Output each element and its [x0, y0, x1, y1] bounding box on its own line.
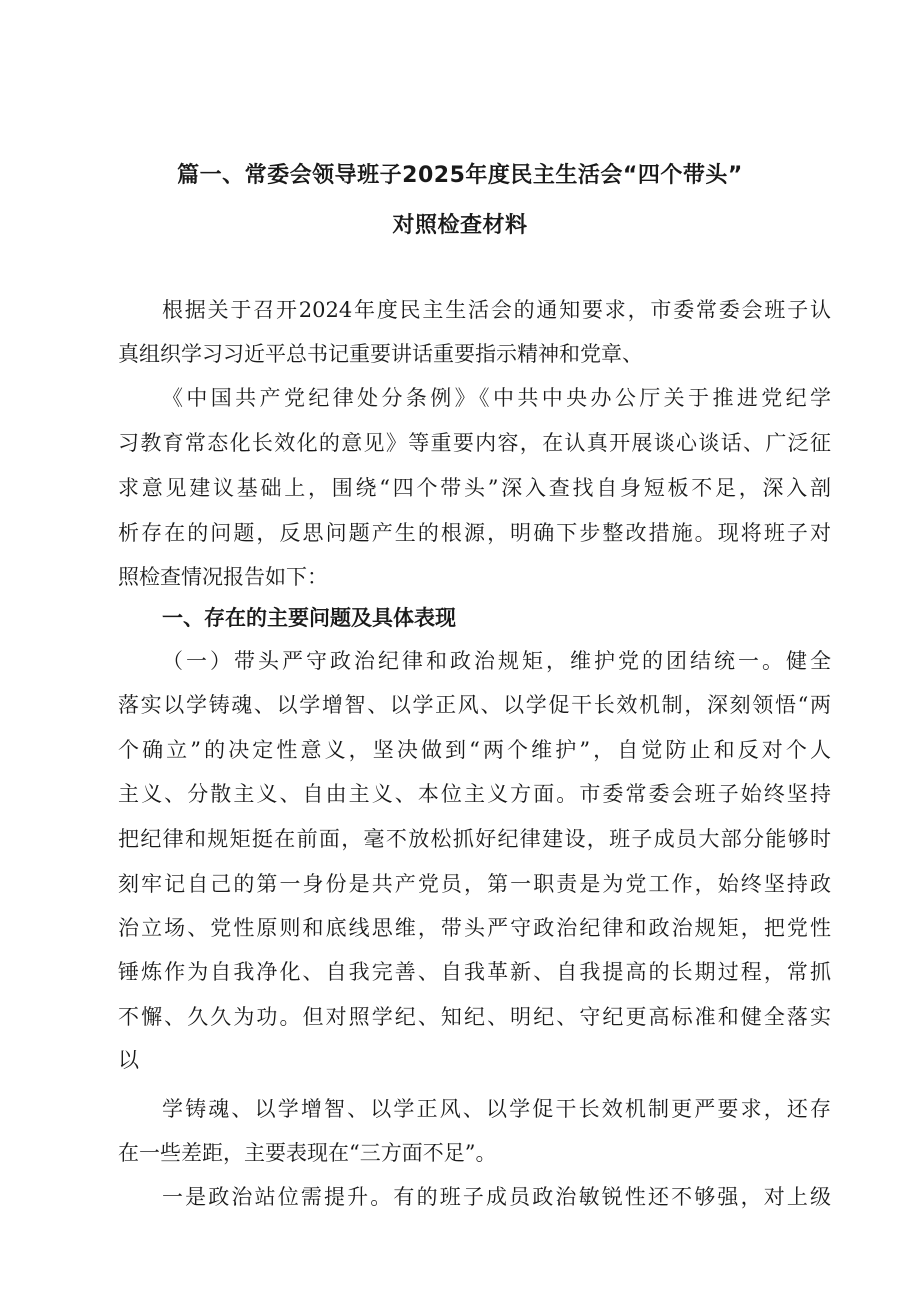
- paragraph-line: 习教育常态化长效化的意见》等重要内容，在认真开展谈心谈话、广泛征: [118, 431, 831, 455]
- paragraph-line: 析存在的问题，反思问题产生的根源，明确下步整改措施。现将班子对: [118, 521, 831, 545]
- paragraph-line: 锤炼作为自我净化、自我完善、自我革新、自我提高的长期过程，常抓: [118, 960, 831, 984]
- paragraph-line: 以: [118, 1048, 139, 1072]
- document-title-line-1: 篇一、常委会领导班子2025年度民主生活会“四个带头”: [177, 163, 743, 188]
- paragraph-line: 不懈、久久为功。但对照学纪、知纪、明纪、守纪更高标准和健全落实: [118, 1005, 831, 1029]
- paragraph-line: 根据关于召开2024年度民主生活会的通知要求，市委常委会班子认: [162, 298, 831, 322]
- paragraph-line: 刻牢记自己的第一身份是共产党员，第一职责是为党工作，始终坚持政: [118, 872, 831, 896]
- section-heading: 一、存在的主要问题及具体表现: [162, 606, 456, 630]
- document-title-line-2: 对照检查材料: [392, 213, 528, 238]
- paragraph-line: 照检查情况报告如下：: [118, 565, 328, 589]
- paragraph-line: 一是政治站位需提升。有的班子成员政治敏锐性还不够强，对上级: [162, 1185, 831, 1209]
- paragraph-line: 把纪律和规矩挺在前面，毫不放松抓好纪律建设，班子成员大部分能够时: [118, 827, 831, 851]
- paragraph-line: 求意见建议基础上，围绕“四个带头”深入查找自身短板不足，深入剖: [118, 476, 831, 500]
- paragraph-line: 主义、分散主义、自由主义、本位主义方面。市委常委会班子始终坚持: [118, 782, 831, 806]
- paragraph-line: 《中国共产党纪律处分条例》《中共中央办公厅关于推进党纪学: [162, 386, 831, 410]
- paragraph-line: 真组织学习习近平总书记重要讲话重要指示精神和党章、: [118, 342, 643, 366]
- paragraph-line: 学铸魂、以学增智、以学正风、以学促干长效机制更严要求，还存: [162, 1097, 831, 1121]
- paragraph-line: 治立场、党性原则和底线思维，带头严守政治纪律和政治规矩，把党性: [118, 916, 831, 940]
- paragraph-line: （一）带头严守政治纪律和政治规矩，维护党的团结统一。健全: [162, 649, 831, 673]
- paragraph-line: 个确立”的决定性意义，坚决做到“两个维护”，自觉防止和反对个人: [118, 738, 831, 762]
- paragraph-line: 落实以学铸魂、以学增智、以学正风、以学促干长效机制，深刻领悟“两: [118, 693, 831, 717]
- paragraph-line: 在一些差距，主要表现在“三方面不足”。: [118, 1141, 497, 1165]
